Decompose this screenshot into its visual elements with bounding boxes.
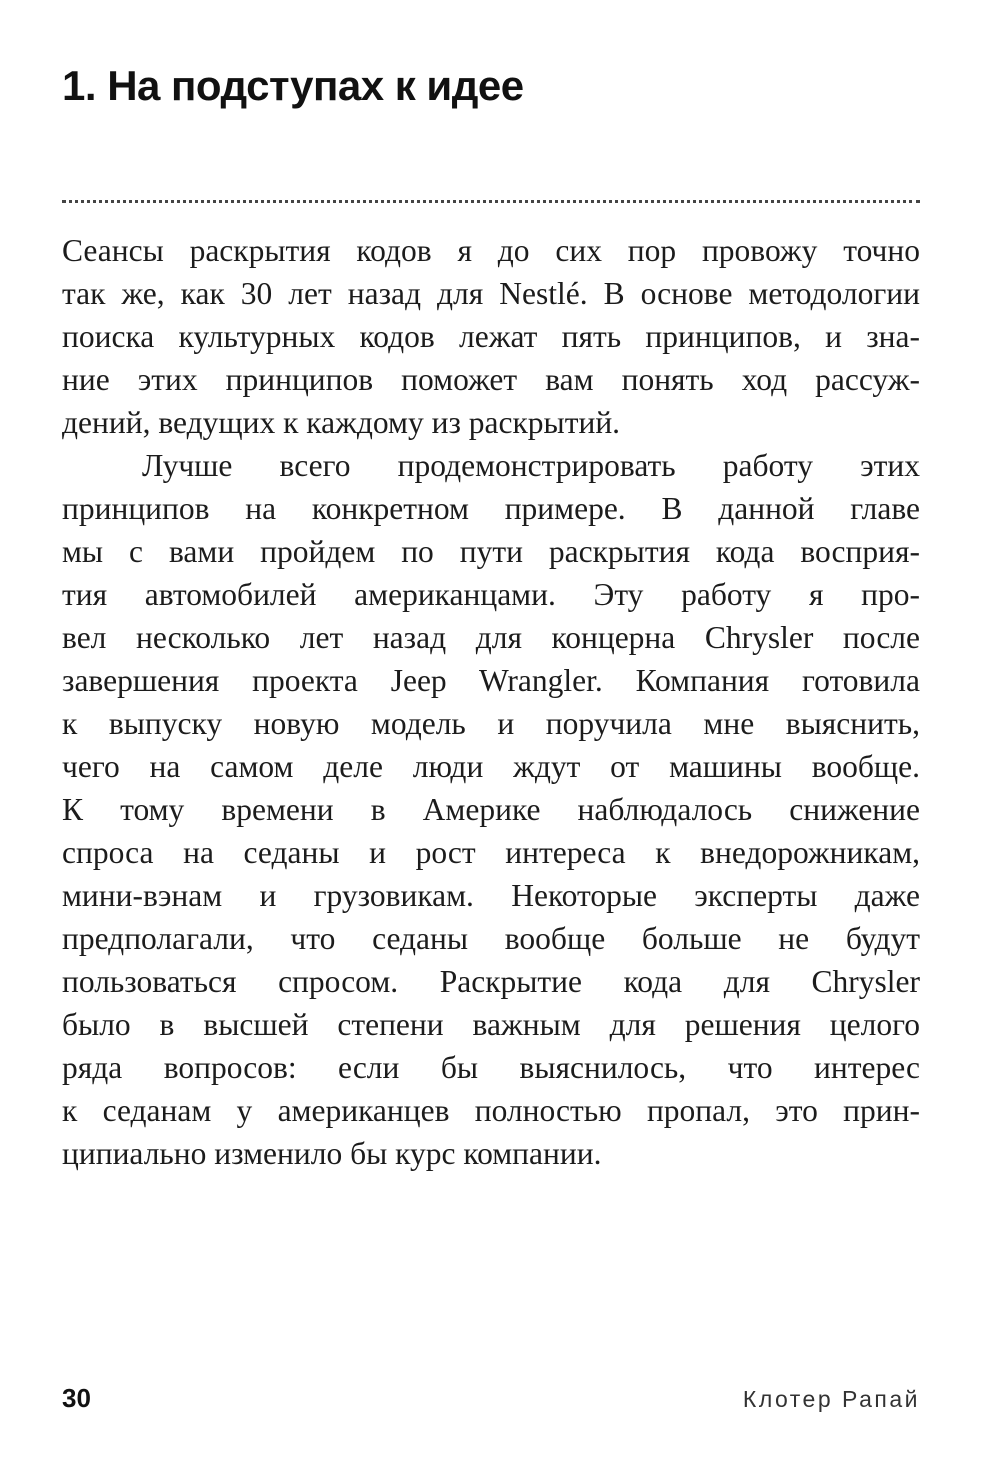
text-line: тия автомобилей американцами. Эту работу я про- <box>62 577 920 612</box>
text-line: мы с вами пройдем по пути раскрытия кода восприя- <box>62 534 920 569</box>
running-author: Клотер Рапай <box>742 1386 920 1412</box>
text-line: завершения проекта Jeep Wrangler. Компания готовила <box>62 663 920 698</box>
page-number: 30 <box>62 1383 91 1413</box>
text-line: Сеансы раскрытия кодов я до сих пор провожу точно <box>62 233 920 268</box>
chapter-title: 1. На подступах к идее <box>62 62 524 109</box>
paragraph-2 <box>62 444 920 1175</box>
text-line: Лучше всего продемонстрировать работу этих <box>142 448 920 483</box>
text-line: поиска культурных кодов лежат пять принципов, и зна- <box>62 319 920 354</box>
paragraph-1 <box>62 229 920 444</box>
text-line: спроса на седаны и рост интереса к внедорожникам, <box>62 835 920 870</box>
body-text <box>62 229 920 1175</box>
text-line: чего на самом деле люди ждут от машины вообще. <box>62 749 920 784</box>
text-line: предполагали, что седаны вообще больше не будут <box>62 921 920 956</box>
text-line: к седанам у американцев полностью пропал, это прин- <box>62 1093 920 1128</box>
text-line: ряда вопросов: если бы выяснилось, что интерес <box>62 1050 920 1085</box>
text-line: К тому времени в Америке наблюдалось снижение <box>62 792 920 827</box>
text-line: дений, ведущих к каждому из раскрытий. <box>62 405 621 440</box>
text-line: так же, как 30 лет назад для Nestlé. В основе методологии <box>62 276 920 311</box>
text-line: мини-вэнам и грузовикам. Некоторые эксперты даже <box>62 878 920 913</box>
text-line: ние этих принципов поможет вам понять ход рассуж- <box>62 362 920 397</box>
text-line: ципиально изменило бы курс компании. <box>62 1136 602 1171</box>
text-line: к выпуску новую модель и поручила мне выяснить, <box>62 706 920 741</box>
text-line: пользоваться спросом. Раскрытие кода для Chrysler <box>62 964 920 999</box>
text-line: вел несколько лет назад для концерна Chrysler после <box>62 620 920 655</box>
text-line: принципов на конкретном примере. В данной главе <box>62 491 920 526</box>
text-line: было в высшей степени важным для решения целого <box>62 1007 920 1042</box>
dotted-divider <box>62 200 920 203</box>
